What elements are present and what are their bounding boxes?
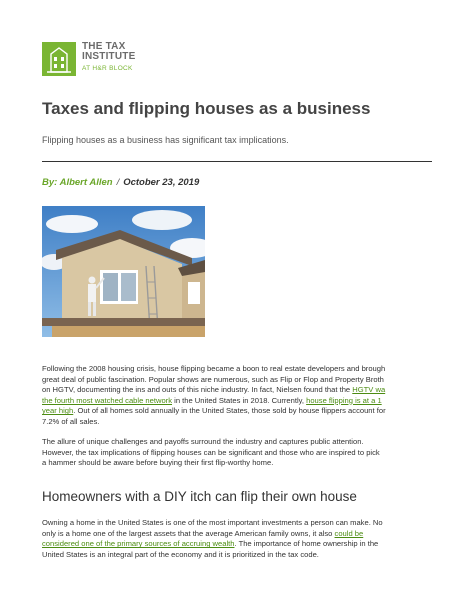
paragraph-1-line-3 xyxy=(42,385,434,396)
link-accruing-wealth[interactable]: considered one of the primary sources of accruing wealth xyxy=(42,539,235,549)
paragraph-3-line-3 xyxy=(42,539,434,550)
text-span: . Out of all homes sold annually in the United States, those sold by house flippers account for xyxy=(73,406,386,416)
text-span: . The importance of home ownership in the xyxy=(234,539,379,549)
paragraph-3-line-2 xyxy=(42,529,434,540)
link-year-high[interactable]: year high xyxy=(42,406,74,416)
publish-date: October 23, 2019 xyxy=(123,177,200,188)
paragraph-2 xyxy=(42,437,434,469)
paragraph-2-line-1: The allure of unique challenges and payoffs surround the industry and captures public attention. xyxy=(42,437,364,446)
text-span: in the United States in 2018. Currently, xyxy=(172,395,307,405)
section-heading: Homeowners with a DIY itch can flip their own house xyxy=(42,489,357,504)
building-icon xyxy=(42,42,76,76)
text-span: on HGTV, documenting the ins and outs of this niche industry. In fact, Nielsen found that the xyxy=(42,385,353,395)
author[interactable]: By: Albert Allen xyxy=(42,177,113,188)
divider xyxy=(42,161,432,162)
article-subtitle: Flipping houses as a business has significant tax implications. xyxy=(42,135,289,145)
paragraph-1-line-6: 7.2% of all sales. xyxy=(42,416,100,426)
paragraph-1-line-2: great deal of public fascination. Popular shows are numerous, such as Flip or Flop and Property Broth xyxy=(42,374,384,384)
byline xyxy=(42,177,199,188)
paragraph-1-line-4 xyxy=(42,396,434,407)
link-could-be[interactable]: could be xyxy=(334,528,364,538)
paragraph-3 xyxy=(42,518,434,560)
link-house-flipping[interactable]: house flipping is at a 1 xyxy=(306,395,382,405)
paragraph-1 xyxy=(42,364,434,428)
paragraph-1-line-1: Following the 2008 housing crisis, house flipping became a boon to real estate developers and brough xyxy=(42,364,386,373)
logo-line-3: AT H&R BLOCK xyxy=(82,65,133,72)
paragraph-1-line-5 xyxy=(42,406,434,417)
paragraph-2-line-3: a hammer should be aware before buying their first flip-worthy home. xyxy=(42,458,274,468)
article-title: Taxes and flipping houses as a business xyxy=(42,99,371,118)
text-span: only is a home one of the largest assets that the average American family owns, it also xyxy=(42,528,335,538)
byline-separator: / xyxy=(116,177,120,188)
tax-institute-logo[interactable] xyxy=(42,42,135,76)
hero-image-house-painting xyxy=(42,206,205,337)
logo-line-2: INSTITUTE xyxy=(82,51,136,62)
logo-text xyxy=(82,42,135,74)
paragraph-2-line-2: However, the tax implications of flipping houses can be significant and those who are inspired to pick xyxy=(42,447,380,457)
paragraph-3-line-1: Owning a home in the United States is one of the most important investments a person can make. No xyxy=(42,518,383,527)
logo-line-1: THE TAX xyxy=(82,41,126,52)
paragraph-3-line-4: United States is an integral part of the economy and it is prioritized in the tax code. xyxy=(42,549,319,559)
link-hgtv[interactable]: HGTV wa xyxy=(352,385,386,395)
link-cable-network[interactable]: the fourth most watched cable network xyxy=(42,395,173,405)
